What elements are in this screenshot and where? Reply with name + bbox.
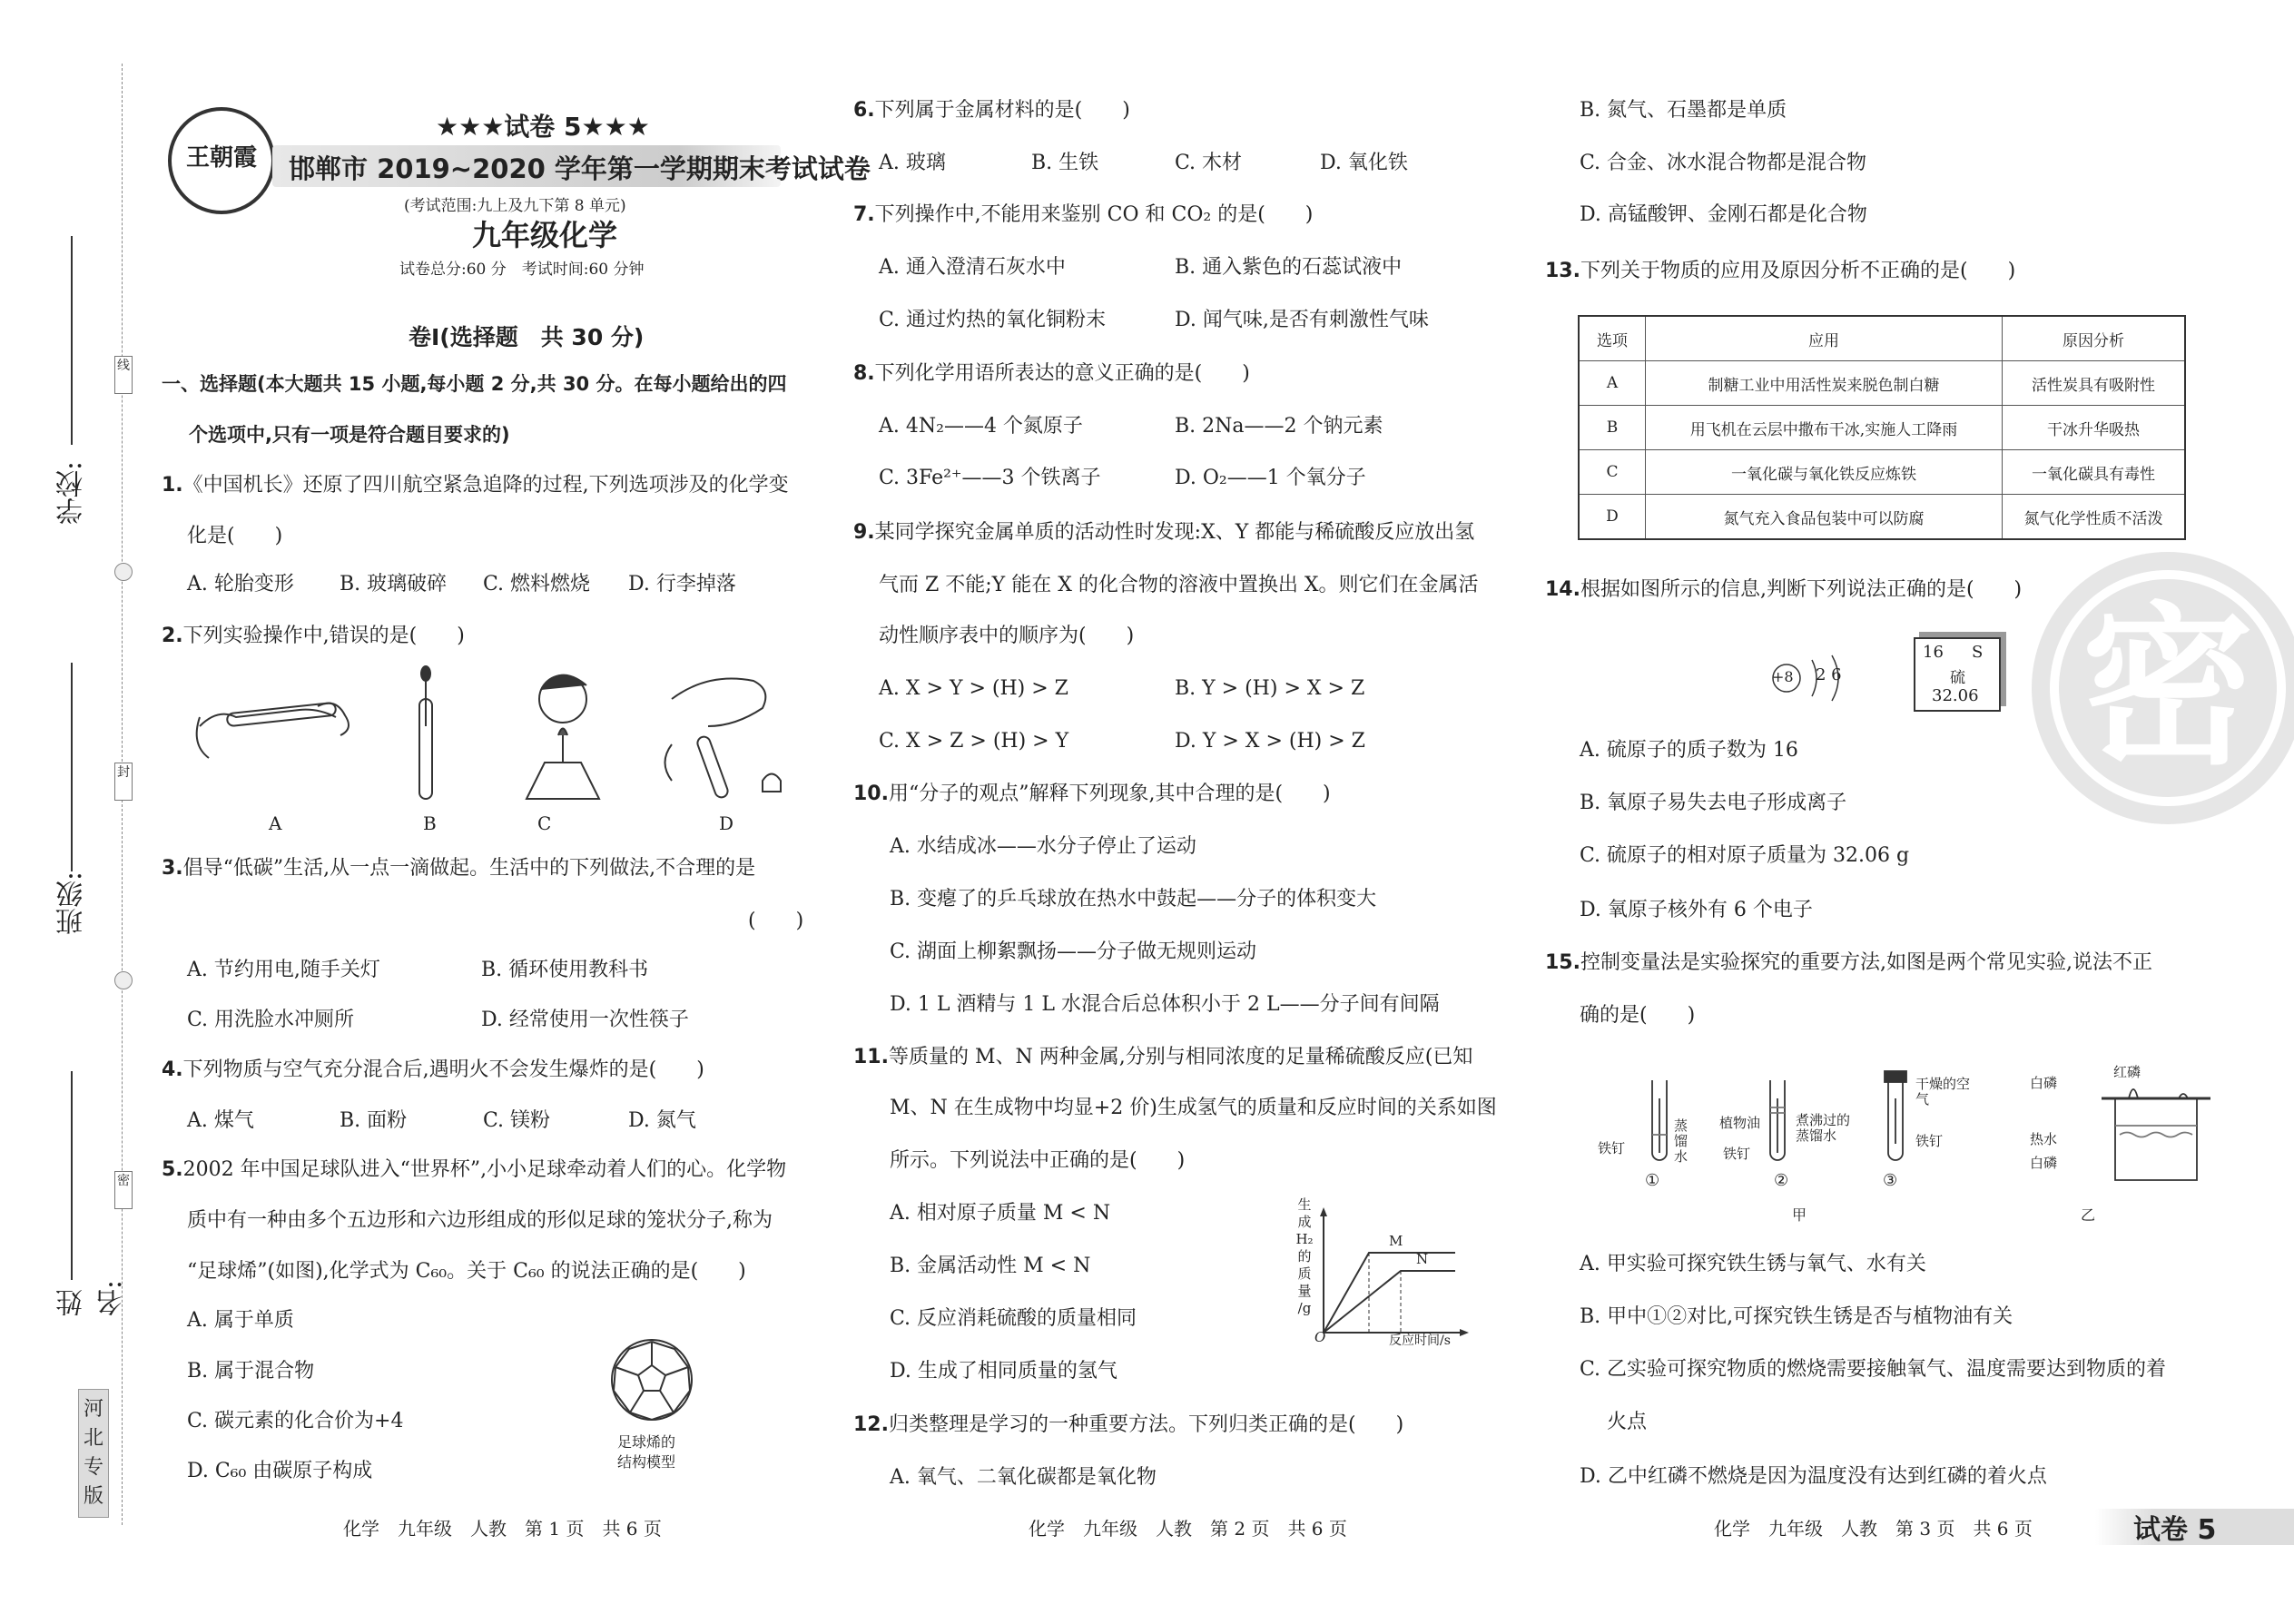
q2-figure-a bbox=[197, 703, 349, 758]
table-row[interactable] bbox=[1579, 495, 2185, 540]
table-cell: 氮气充入食品包装中可以防腐 bbox=[1646, 495, 2003, 540]
q15-option-a[interactable]: A. 甲实验可探究铁生锈与氧气、水有关 bbox=[1580, 1253, 1926, 1275]
q8-option-a[interactable]: A. 4N₂——4 个氮原子 bbox=[879, 415, 1083, 438]
q14-option-d[interactable]: D. 氧原子核外有 6 个电子 bbox=[1580, 899, 1813, 921]
table-row[interactable] bbox=[1579, 406, 2185, 450]
q4-option-d[interactable]: D. 氮气 bbox=[628, 1109, 696, 1132]
q7-option-d[interactable]: D. 闻气味,是否有刺激性气味 bbox=[1175, 309, 1429, 331]
q15-option-d[interactable]: D. 乙中红磷不燃烧是因为温度没有达到红磷的着火点 bbox=[1580, 1465, 2047, 1488]
fig15-label-hot: 热水 bbox=[2030, 1131, 2058, 1147]
element-number: 16 bbox=[1923, 643, 1944, 662]
q1-option-b[interactable]: B. 玻璃破碎 bbox=[340, 573, 448, 595]
class-label: 班级: bbox=[56, 871, 88, 936]
q3-option-b[interactable]: B. 循环使用教科书 bbox=[481, 959, 649, 981]
fig15-label-water1: 蒸馏水 bbox=[1674, 1117, 1689, 1165]
element-mass: 32.06 bbox=[1932, 686, 1979, 705]
q7-option-b[interactable]: B. 通入紫色的石蕊试液中 bbox=[1175, 256, 1403, 279]
fig15-label-white1: 白磷 bbox=[2030, 1075, 2058, 1091]
q9-option-a[interactable]: A. X > Y > (H) > Z bbox=[879, 677, 1068, 700]
corner-badge: 试卷 5 bbox=[2133, 1514, 2217, 1546]
q11-option-c[interactable]: C. 反应消耗硫酸的质量相同 bbox=[890, 1307, 1137, 1330]
q3-option-c[interactable]: C. 用洗脸水冲厕所 bbox=[187, 1009, 355, 1031]
element-name: 硫 bbox=[1950, 669, 1965, 687]
table-cell: A bbox=[1579, 361, 1646, 406]
fig15-label-boiled: 煮沸过的蒸馏水 bbox=[1796, 1112, 1851, 1144]
table-cell: 一氧化碳与氧化铁反应炼铁 bbox=[1646, 450, 2003, 495]
q11-graph-line-m bbox=[1324, 1253, 1455, 1333]
q8-option-b[interactable]: B. 2Na——2 个钠元素 bbox=[1175, 415, 1383, 438]
seal-line-mark: 线 bbox=[114, 356, 133, 394]
q9-option-c[interactable]: C. X > Z > (H) > Y bbox=[879, 730, 1069, 753]
q4-option-c[interactable]: C. 镁粉 bbox=[483, 1109, 551, 1132]
atom-nucleus: +8 bbox=[1772, 668, 1794, 685]
fig15-label-nail2: 铁钉 bbox=[1723, 1146, 1751, 1162]
table-cell: C bbox=[1579, 450, 1646, 495]
table-cell: 一氧化碳具有毒性 bbox=[2003, 450, 2186, 495]
q6-option-d[interactable]: D. 氧化铁 bbox=[1320, 152, 1408, 174]
q11-graph-label-m: M bbox=[1389, 1233, 1403, 1249]
q13-table bbox=[1578, 315, 2186, 540]
table-cell: 干冰升华吸热 bbox=[2003, 406, 2186, 450]
q15-stem: 15.控制变量法是实验探究的重要方法,如图是两个常见实验,说法不正 bbox=[1545, 951, 2152, 974]
binding-dot-1 bbox=[114, 563, 133, 581]
school-label: 学校: bbox=[56, 461, 88, 526]
fig15-label-jia: 甲 bbox=[1792, 1206, 1807, 1224]
q11-option-b[interactable]: B. 金属活动性 M < N bbox=[890, 1255, 1091, 1277]
q7-option-a[interactable]: A. 通入澄清石灰水中 bbox=[879, 256, 1066, 279]
q12-option-b[interactable]: B. 氮气、石墨都是单质 bbox=[1580, 99, 1787, 122]
q14-option-b[interactable]: B. 氧原子易失去电子形成离子 bbox=[1580, 792, 1847, 814]
c60-caption-2: 结构模型 bbox=[617, 1453, 676, 1471]
q5-option-c[interactable]: C. 碳元素的化合价为+4 bbox=[187, 1410, 404, 1432]
binding-dot-2 bbox=[114, 971, 133, 989]
q2-label-b[interactable]: B bbox=[423, 812, 437, 834]
q3-stem-2: ( ) bbox=[748, 910, 804, 932]
school-field bbox=[71, 236, 73, 445]
q6-option-c[interactable]: C. 木材 bbox=[1175, 152, 1243, 174]
q5-option-d[interactable]: D. C₆₀ 由碳原子构成 bbox=[187, 1460, 373, 1482]
q12-option-c[interactable]: C. 合金、冰水混合物都是混合物 bbox=[1580, 152, 1867, 174]
q2-figure-b bbox=[419, 666, 432, 799]
q2-label-a[interactable]: A bbox=[269, 812, 282, 834]
q11-graph-xlabel: 反应时间/s bbox=[1389, 1334, 1451, 1348]
table-cell: 氮气化学性质不活泼 bbox=[2003, 495, 2186, 540]
q9-stem: 9.某同学探究金属单质的活动性时发现:X、Y 都能与稀硫酸反应放出氢 bbox=[853, 521, 1475, 544]
q4-stem: 4.下列物质与空气充分混合后,遇明火不会发生爆炸的是( ) bbox=[162, 1058, 704, 1081]
instructions-line-1: 一、选择题(本大题共 15 小题,每小题 2 分,共 30 分。在每小题给出的四 bbox=[162, 373, 787, 395]
table-cell: D bbox=[1579, 495, 1646, 540]
q2-figure-c bbox=[527, 675, 599, 799]
fig15-num-3: ③ bbox=[1883, 1171, 1898, 1190]
q5-option-a[interactable]: A. 属于单质 bbox=[187, 1309, 294, 1332]
seal-seal-mark: 封 bbox=[114, 763, 133, 801]
q1-option-c[interactable]: C. 燃料燃烧 bbox=[483, 573, 591, 595]
q5-stem-3: “足球烯”(如图),化学式为 C₆₀。关于 C₆₀ 的说法正确的是( ) bbox=[187, 1260, 746, 1283]
q9-stem-3: 动性顺序表中的顺序为( ) bbox=[879, 625, 1135, 647]
q2-lab-operations-figure bbox=[182, 663, 799, 817]
atom-shells: 2 6 bbox=[1816, 665, 1842, 684]
q15-option-c-cont: 火点 bbox=[1607, 1411, 1648, 1433]
q9-option-b[interactable]: B. Y > (H) > X > Z bbox=[1175, 677, 1365, 700]
q10-option-a[interactable]: A. 水结成冰——水分子停止了运动 bbox=[890, 835, 1196, 858]
fig15-label-yi: 乙 bbox=[2081, 1206, 2096, 1224]
watermark-text: 密 bbox=[2081, 587, 2254, 788]
c60-caption-1: 足球烯的 bbox=[617, 1433, 676, 1451]
q2-label-c[interactable]: C bbox=[537, 812, 552, 834]
q5-stem-2: 质中有一种由多个五边形和六边形组成的形似足球的笼状分子,称为 bbox=[187, 1209, 773, 1232]
c60-model-figure bbox=[606, 1334, 697, 1425]
q8-stem: 8.下列化学用语所表达的意义正确的是( ) bbox=[853, 362, 1250, 385]
table-cell: 用飞机在云层中撒布干冰,实施人工降雨 bbox=[1646, 406, 2003, 450]
footer-page-2: 化学 九年级 人教 第 2 页 共 6 页 bbox=[1029, 1518, 1347, 1540]
name-label: 姓名: bbox=[56, 1280, 128, 1317]
table-header: 选项 bbox=[1579, 316, 1646, 361]
beaker bbox=[2115, 1098, 2197, 1180]
table-row[interactable] bbox=[1579, 361, 2185, 406]
q15-option-c[interactable]: C. 乙实验可探究物质的燃烧需要接触氧气、温度需要达到物质的着 bbox=[1580, 1358, 2167, 1381]
q6-option-a[interactable]: A. 玻璃 bbox=[879, 152, 946, 174]
q11-stem-2: M、N 在生成物中均显+2 价)生成氢气的质量和反应时间的关系如图 bbox=[890, 1097, 1497, 1119]
brand-name: 王朝霞 bbox=[185, 144, 257, 172]
q4-option-a[interactable]: A. 煤气 bbox=[187, 1109, 254, 1132]
q2-label-d[interactable]: D bbox=[719, 812, 734, 834]
q10-option-b[interactable]: B. 变瘪了的乒乓球放在热水中鼓起——分子的体积变大 bbox=[890, 888, 1377, 910]
element-symbol: S bbox=[1972, 643, 1984, 662]
q15-option-b[interactable]: B. 甲中①②对比,可探究铁生锈是否与植物油有关 bbox=[1580, 1305, 2013, 1328]
q11-graph-origin: O bbox=[1314, 1329, 1326, 1345]
edition-tag: 河 北 专 版 bbox=[78, 1389, 109, 1518]
table-header-row bbox=[1579, 316, 2185, 361]
footer-page-1: 化学 九年级 人教 第 1 页 共 6 页 bbox=[343, 1518, 662, 1540]
q11-stem-3: 所示。下列说法中正确的是( ) bbox=[890, 1149, 1186, 1172]
fig15-num-1: ① bbox=[1645, 1171, 1660, 1190]
fig15-label-nail3: 铁钉 bbox=[1915, 1133, 1944, 1149]
table-cell: B bbox=[1579, 406, 1646, 450]
footer-page-3: 化学 九年级 人教 第 3 页 共 6 页 bbox=[1714, 1518, 2033, 1540]
seal-secret-mark: 密 bbox=[114, 1171, 133, 1209]
q5-option-b[interactable]: B. 属于混合物 bbox=[187, 1360, 315, 1383]
exam-scope: (考试范围:九上及九下第 8 单元) bbox=[404, 197, 626, 215]
q3-option-d[interactable]: D. 经常使用一次性筷子 bbox=[481, 1009, 689, 1031]
q2-figure-d bbox=[665, 679, 782, 800]
q5-stem: 5.2002 年中国足球队进入“世界杯”,小小足球牵动着人们的心。化学物 bbox=[162, 1158, 787, 1181]
q1-stem: 1.《中国机长》还原了四川航空紧急追降的过程,下列选项涉及的化学变 bbox=[162, 474, 789, 497]
watermark-stamp bbox=[2032, 552, 2294, 824]
table-header: 原因分析 bbox=[2003, 316, 2186, 361]
fig15-label-dry: 干燥的空气 bbox=[1915, 1076, 1971, 1107]
exam-title: 邯郸市 2019~2020 学年第一学期期末考试试卷 bbox=[289, 153, 871, 184]
q9-stem-2: 气而 Z 不能;Y 能在 X 的化合物的溶液中置换出 X。则它们在金属活 bbox=[879, 574, 1479, 596]
instructions-line-2: 个选项中,只有一项是符合题目要求的) bbox=[189, 424, 510, 446]
q11-option-d[interactable]: D. 生成了相同质量的氢气 bbox=[890, 1360, 1117, 1383]
brand-logo bbox=[168, 107, 275, 214]
q11-graph-ylabel: 生 成 H₂ 的 质 量 /g bbox=[1295, 1196, 1314, 1316]
q8-option-c[interactable]: C. 3Fe²⁺——3 个铁离子 bbox=[879, 467, 1101, 489]
q10-option-c[interactable]: C. 湖面上柳絮飘扬——分子做无规则运动 bbox=[890, 940, 1257, 963]
q2-stem: 2.下列实验操作中,错误的是( ) bbox=[162, 625, 465, 647]
q15-stem-2: 确的是( ) bbox=[1580, 1004, 1696, 1027]
q4-option-b[interactable]: B. 面粉 bbox=[340, 1109, 408, 1132]
q11-option-a[interactable]: A. 相对原子质量 M < N bbox=[890, 1202, 1111, 1225]
q7-stem: 7.下列操作中,不能用来鉴别 CO 和 CO₂ 的是( ) bbox=[853, 203, 1314, 226]
q1-stem-2: 化是( ) bbox=[187, 525, 283, 547]
q12-option-a[interactable]: A. 氧气、二氧化碳都是氧化物 bbox=[890, 1466, 1157, 1489]
exam-meta: 试卷总分:60 分 考试时间:60 分钟 bbox=[399, 261, 645, 279]
q6-stem: 6.下列属于金属材料的是( ) bbox=[853, 99, 1130, 122]
q13-stem: 13.下列关于物质的应用及原因分析不正确的是( ) bbox=[1545, 260, 2016, 282]
q6-option-b[interactable]: B. 生铁 bbox=[1031, 152, 1099, 174]
table-header: 应用 bbox=[1646, 316, 2003, 361]
q12-option-d[interactable]: D. 高锰酸钾、金刚石都是化合物 bbox=[1580, 203, 1867, 226]
fig15-label-white2: 白磷 bbox=[2030, 1155, 2058, 1171]
q11-stem: 11.等质量的 M、N 两种金属,分别与相同浓度的足量稀硫酸反应(已知 bbox=[853, 1046, 1473, 1068]
q11-graph-label-n: N bbox=[1416, 1251, 1429, 1267]
q12-stem: 12.归类整理是学习的一种重要方法。下列归类正确的是( ) bbox=[853, 1413, 1404, 1436]
q14-option-c[interactable]: C. 硫原子的相对原子质量为 32.06 g bbox=[1580, 844, 1910, 867]
fig15-label-red: 红磷 bbox=[2113, 1064, 2141, 1080]
q1-option-a[interactable]: A. 轮胎变形 bbox=[187, 573, 294, 595]
table-row[interactable] bbox=[1579, 450, 2185, 495]
q10-option-d[interactable]: D. 1 L 酒精与 1 L 水混合后总体积小于 2 L——分子间有间隔 bbox=[890, 993, 1440, 1016]
q1-option-d[interactable]: D. 行李掉落 bbox=[628, 573, 736, 595]
q14-stem: 14.根据如图所示的信息,判断下列说法正确的是( ) bbox=[1545, 578, 2023, 601]
q3-stem: 3.倡导“低碳”生活,从一点一滴做起。生活中的下列做法,不合理的是 bbox=[162, 857, 756, 880]
q14-option-a[interactable]: A. 硫原子的质子数为 16 bbox=[1580, 739, 1798, 762]
table-cell: 活性炭具有吸附性 bbox=[2003, 361, 2186, 406]
fig15-num-2: ② bbox=[1774, 1171, 1789, 1190]
table-cell: 制糖工业中用活性炭来脱色制白糖 bbox=[1646, 361, 2003, 406]
fig15-label-oil: 植物油 bbox=[1719, 1115, 1761, 1131]
paper-badge: ★★★试卷 5★★★ bbox=[436, 112, 650, 142]
q3-option-a[interactable]: A. 节约用电,随手关灯 bbox=[187, 959, 380, 981]
sulfur-element-card bbox=[1914, 637, 2001, 712]
subject-title: 九年级化学 bbox=[472, 218, 618, 252]
q7-option-c[interactable]: C. 通过灼热的氧化铜粉末 bbox=[879, 309, 1107, 331]
section-title: 卷Ⅰ(选择题 共 30 分) bbox=[409, 324, 645, 350]
q10-stem: 10.用“分子的观点”解释下列现象,其中合理的是( ) bbox=[853, 782, 1331, 805]
name-field bbox=[71, 1071, 73, 1280]
q9-option-d[interactable]: D. Y > X > (H) > Z bbox=[1175, 730, 1365, 753]
fig15-label-nail1: 铁钉 bbox=[1598, 1140, 1626, 1156]
q8-option-d[interactable]: D. O₂——1 个氧分子 bbox=[1175, 467, 1366, 489]
class-field bbox=[71, 663, 73, 871]
q11-graph-line-n bbox=[1324, 1271, 1455, 1333]
q11-graph bbox=[1314, 1207, 1469, 1343]
